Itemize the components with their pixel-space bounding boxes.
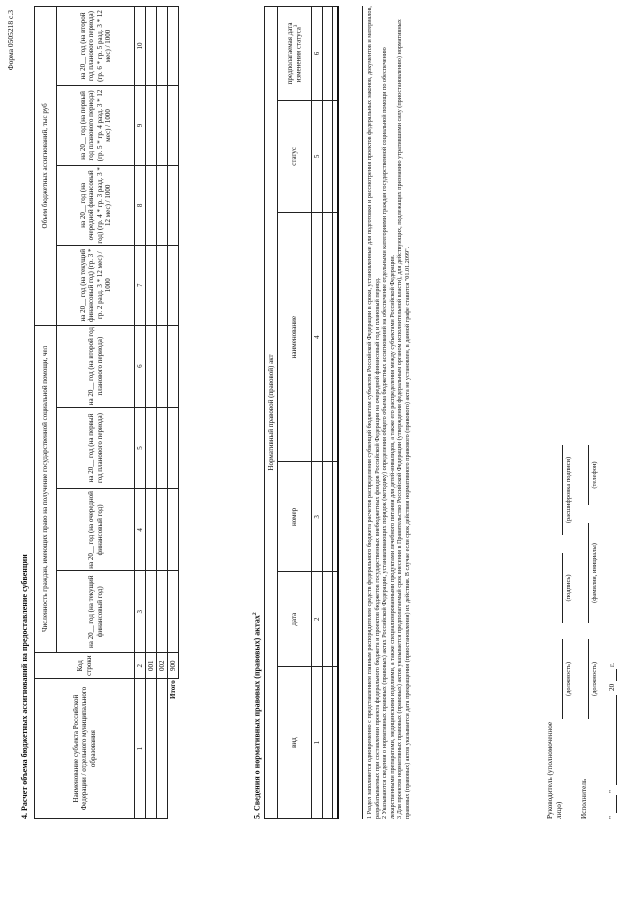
cell[interactable] [168, 571, 179, 653]
cell[interactable] [146, 679, 157, 819]
date-year-prefix: 20 [608, 683, 616, 691]
total-label: Итого [168, 679, 179, 819]
col-status-change-header [278, 7, 312, 101]
date-month-line[interactable] [616, 695, 617, 785]
executor-phone-line[interactable] [588, 445, 589, 505]
cell[interactable] [157, 407, 168, 489]
group-budget-header: Объем бюджетных ассигнований, тыс руб [35, 7, 57, 326]
form-code: Форма 0505218 с.3 [6, 10, 15, 71]
row-code: 001 [146, 653, 157, 679]
cap-name: (фамилия, инициалы) [591, 543, 598, 603]
date-day-line[interactable] [616, 795, 617, 813]
cell[interactable] [323, 572, 333, 667]
executor-label: Исполнитель [580, 778, 588, 819]
cell[interactable] [146, 407, 157, 489]
col-kind-header: вид [278, 667, 312, 819]
footnote-1: 1 Раздел заполняется одновременно с представлением главным распорядителем средств федерального бюджета расчетов распределения субвенций бюджетам субъектов Российской Федерации в сроки, установленные для подготовки и рассмотрения проектов федеральных законов, документов и материалов, разрабатываемых при составлении проекта федерального бюджета и проектов бюджетов государственных внебюджетных фондов Российской Федерации на очередной финансовый год и плановый период. [366, 6, 381, 819]
cell[interactable] [146, 85, 157, 165]
col-number: 3 [312, 462, 323, 572]
col-status-header: статус [278, 100, 312, 212]
cell[interactable] [157, 7, 168, 86]
cell[interactable] [146, 325, 157, 407]
cell[interactable] [157, 85, 168, 165]
row-code: 002 [157, 653, 168, 679]
cap-decoded: (расшифровка подписи) [565, 456, 572, 524]
sub-col-4: на 20__ год (на второй год планового периода) [57, 325, 135, 407]
cell[interactable] [157, 325, 168, 407]
footnote-divider [362, 6, 363, 819]
col-number: 5 [312, 100, 323, 212]
cell[interactable] [333, 7, 338, 101]
cell[interactable] [146, 165, 157, 245]
section4-title: 4. Расчет объема бюджетных ассигнований на предоставление субвенции [20, 554, 29, 819]
cell[interactable] [323, 100, 333, 212]
cell[interactable] [157, 489, 168, 571]
cell[interactable] [168, 85, 179, 165]
col-number: 2 [312, 572, 323, 667]
footnote-ref: 2 [252, 612, 258, 616]
date-open-quote: " [608, 816, 616, 819]
cap-phone: (телефон) [591, 461, 598, 489]
section5-title-text: 5. Сведения о нормативных правовых (правовых) актах [252, 615, 262, 819]
col-number: 7 [135, 245, 146, 325]
head-signature-line[interactable] [562, 553, 563, 623]
date-year-suffix: г. [608, 663, 616, 667]
section5-title [252, 612, 262, 819]
col-number: 4 [312, 212, 323, 462]
cap-position: (должность) [565, 661, 572, 697]
cell[interactable] [168, 245, 179, 325]
col-number: 4 [135, 489, 146, 571]
cell[interactable] [157, 245, 168, 325]
cell[interactable] [146, 571, 157, 653]
cell[interactable] [333, 667, 338, 819]
cell[interactable] [323, 212, 333, 462]
col-date-header: дата [278, 572, 312, 667]
sub-col-6: на 20__ год (на очередной финансовый год) (гр. 4 * гр. 3 разд. 3 * 12 мес) / 1000 [57, 165, 135, 245]
sub-col-2: на 20__ год (на очередной финансовый год) [57, 489, 135, 571]
section4-table [34, 6, 179, 819]
footnote-2: 2 Указываются сведения о нормативных правовых (правовых) актах Российской Федерации, устанавливающих порядок (методику) определения общего объема бюджетных ассигнований на обеспечение отдельными категориями граждан государственной социальной помощи по обеспечению лекарственными препаратами, медицинскими изделиями, а также специализированными продуктами лечебного питания для детей-инвалидов, а также его распределения между субъектами Российской Федерации. [381, 47, 396, 819]
cell[interactable] [168, 407, 179, 489]
col-status-change-text: предполагаемая дата изменения статуса [286, 22, 303, 85]
cap-position: (должность) [591, 661, 598, 697]
group-people-header: Численность граждан, имеющих право на получение государственной социальной помощи, чел [35, 325, 57, 653]
sub-col-7: на 20__ год (на первый год планового периода) (гр. 5 * гр. 4 разд. 3 * 12 мес) / 1000 [57, 85, 135, 165]
total-code: 900 [168, 653, 179, 679]
col-number: 6 [135, 325, 146, 407]
col-number: 8 [135, 165, 146, 245]
footnote-ref: 3 [294, 24, 300, 28]
col-number: 1 [135, 679, 146, 819]
cell[interactable] [168, 7, 179, 86]
col-number: 3 [135, 571, 146, 653]
cell[interactable] [157, 571, 168, 653]
cap-signature: (подпись) [565, 574, 572, 602]
col-code-header: Код строки [35, 653, 135, 679]
head-decoded-line[interactable] [562, 445, 563, 535]
col-number: 1 [312, 667, 323, 819]
cell[interactable] [157, 165, 168, 245]
cell[interactable] [157, 679, 168, 819]
cell[interactable] [333, 462, 338, 572]
table-row [157, 7, 168, 819]
sub-col-5: на 20__ год (на текущий финансовый год) (гр. 3 * гр. 2 разд. 3 * 12 мес) / 1000 [57, 245, 135, 325]
date-close-quote: " [608, 790, 616, 793]
sub-col-8: на 20__ год (на второй год планового периода) (гр. 6 * гр. 5 разд. 3 * 12 мес) / 1000 [57, 7, 135, 86]
cell[interactable] [146, 489, 157, 571]
section5-table [264, 6, 339, 819]
cell[interactable] [146, 245, 157, 325]
cell[interactable] [333, 572, 338, 667]
head-position-line[interactable] [562, 639, 563, 719]
executor-position-line[interactable] [588, 639, 589, 719]
head-label: Руководитель (уполномоченное лицо) [546, 721, 563, 819]
col-number-header: номер [278, 462, 312, 572]
cell[interactable] [323, 7, 333, 101]
sub-col-1: на 20__ год (на текущий финансовый год) [57, 571, 135, 653]
col-title-header: наименование [278, 212, 312, 462]
total-row [168, 7, 179, 819]
date-year-line[interactable] [616, 669, 617, 681]
col-number: 2 [135, 653, 146, 679]
table-row [333, 7, 338, 819]
sub-col-3: на 20__ год (на первый год планового периода) [57, 407, 135, 489]
cell[interactable] [323, 667, 333, 819]
cell[interactable] [168, 325, 179, 407]
col-number: 9 [135, 85, 146, 165]
cell[interactable] [333, 212, 338, 462]
footnotes [366, 6, 411, 819]
col-number: 6 [312, 7, 323, 101]
executor-name-line[interactable] [588, 523, 589, 623]
col-name-header: Наименование субъекта Российской Федерации / отдельного муниципального образования [35, 679, 135, 819]
cell[interactable] [168, 489, 179, 571]
cell[interactable] [168, 165, 179, 245]
table-row [146, 7, 157, 819]
cell[interactable] [333, 100, 338, 212]
col-number: 5 [135, 407, 146, 489]
cell[interactable] [146, 7, 157, 86]
footnote-3: 3 Для проектов нормативных правовых (правовых) актов указывается предполагаемый срок внесения в Правительство Российской Федерации (утверждения федеральным органом исполнительной власти), для действующих, подлежащих признанию утратившими силу (приостановлению) нормативных правовых (правовых) актов указывается дата прекращения (приостановления) их действия. В случае если срок действия нормативного правового (правового) акта не установлен, в данной графе ставится "01.01.2099". [396, 19, 411, 819]
table-row [323, 7, 333, 819]
cell[interactable] [323, 462, 333, 572]
group-act-header: Нормативный правовой (правовой) акт [265, 7, 278, 819]
col-number: 10 [135, 7, 146, 86]
